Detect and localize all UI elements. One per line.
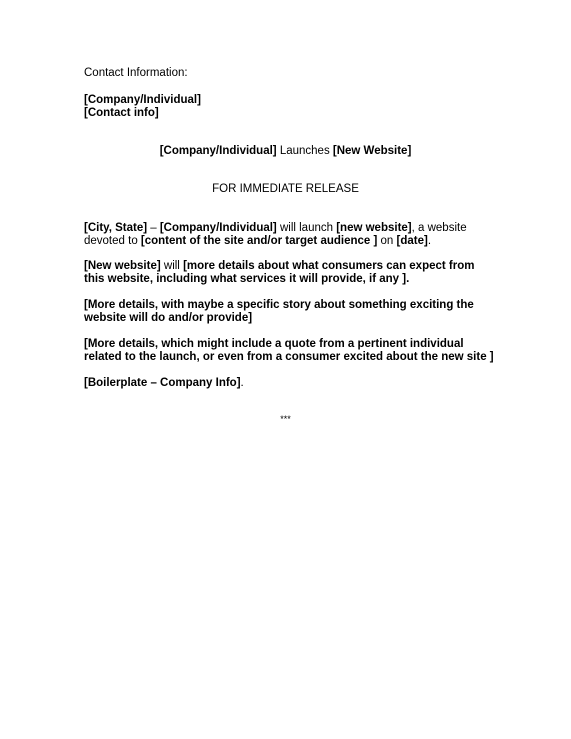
paragraph-3-line-2: website will do and/or provide] xyxy=(84,312,253,324)
para1-content: [content of the site and/or target audience ] xyxy=(140,235,378,247)
para1-company: [Company/Individual] xyxy=(159,222,277,234)
boilerplate-end: . xyxy=(240,377,244,389)
para2-website: [New website] xyxy=(84,260,161,272)
paragraph-2-line-2: this website, including what services it will provide, if any ]. xyxy=(84,273,410,285)
paragraph-1-line-2 xyxy=(84,234,431,248)
contact-info: [Contact info] xyxy=(84,107,159,119)
para1-end: . xyxy=(427,235,432,247)
para1-dash: – xyxy=(147,222,160,234)
headline-company: [Company/Individual] xyxy=(159,145,277,157)
paragraph-3-line-1: [More details, with maybe a specific story about something exciting the xyxy=(84,299,474,311)
release-label: FOR IMMEDIATE RELEASE xyxy=(212,183,359,195)
paragraph-4-line-2: related to the launch, or even from a consumer excited about the new site ] xyxy=(84,351,494,363)
headline-website: [New Website] xyxy=(332,145,412,157)
paragraph-1-line-1 xyxy=(84,221,467,235)
headline-verb: Launches xyxy=(276,145,333,157)
boilerplate-text: [Boilerplate – Company Info] xyxy=(84,377,241,389)
para1-a-website: , a website xyxy=(411,222,467,234)
para1-website: [new website] xyxy=(336,222,412,234)
para2-will: will xyxy=(160,260,184,272)
para2-line1: [more details about what consumers can expect from xyxy=(183,260,475,272)
paragraph-2-line-1 xyxy=(84,259,474,273)
contact-company: [Company/Individual] xyxy=(84,94,201,106)
contact-information-label: Contact Information: xyxy=(84,67,188,79)
para1-on: on xyxy=(377,235,397,247)
para1-date: [date] xyxy=(396,235,428,247)
para1-devoted-to: devoted to xyxy=(84,235,141,247)
para1-location: [City, State] xyxy=(84,222,148,234)
end-mark: *** xyxy=(280,414,291,424)
headline xyxy=(0,144,571,158)
boilerplate xyxy=(84,376,244,390)
paragraph-4-line-1: [More details, which might include a quote from a pertinent individual xyxy=(84,338,464,350)
para1-will-launch: will launch xyxy=(276,222,337,234)
